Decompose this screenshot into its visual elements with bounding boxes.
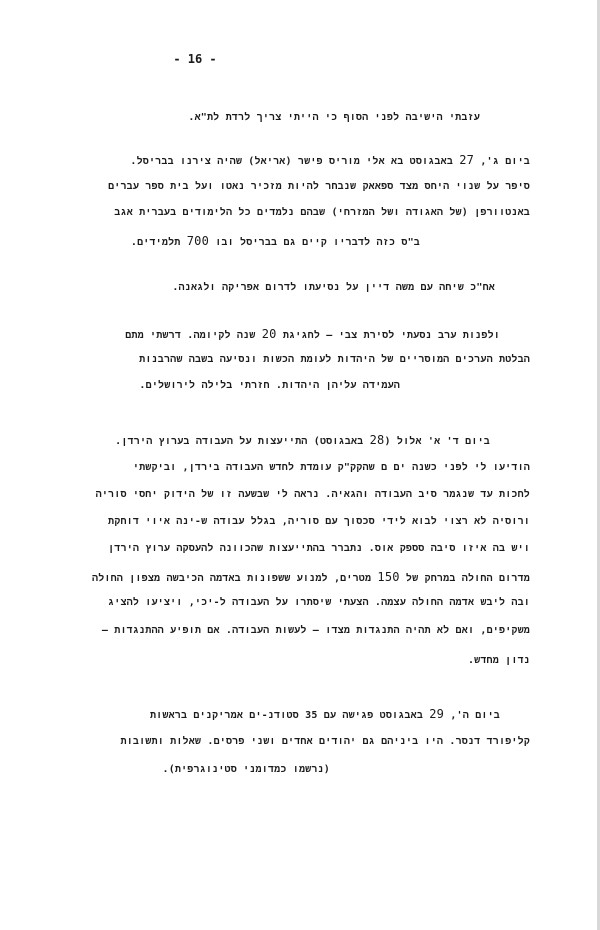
text-line-9: העמידה עליהן היהדות. חזרתי בלילה לירושלים. xyxy=(139,380,400,391)
text-line-13: ורוסיה לא רצוי לבוא לידי סכסוך עם סוריה, בגלל עבודה ש-ינה איוי דוחקת xyxy=(108,516,530,527)
text-line-17: משקיפים, ואם לא תהיה התנגדות מצדו – לעשות העבודה. אם תופיע ההתנגדות – xyxy=(101,625,530,636)
text-line-1: עזבתי הישיבה לפני הסוף כי הייתי צריך לרדת לת"א. xyxy=(188,112,480,123)
text-line-15: מדרום החולה במרחק של 150 מטרים, למנוע ששפונות באדמה הכיבשה מצפון החולה xyxy=(92,570,530,584)
text-line-6: אח"כ שיחה עם משה דיין על נסיעתו לדרום אפריקה ולגאנה. xyxy=(172,282,495,293)
text-line-12: לחכות עד שנגמר סיב העבודה והגאיה. נראה לי שבשעה זו של הידוק יחסי סוריה xyxy=(95,489,530,500)
text-line-10: ביום ד' א' אלול (28 באבגוסט) התייעצות על העבודה בערוץ הירדן. xyxy=(115,433,490,447)
text-line-4: באנטוורפן (של האגודה ושל המזרחי) שבהם נלמדים כל הלימודים בעברית אגב xyxy=(114,207,530,218)
text-line-21: (נרשמו כמדומני סטינוגרפית). xyxy=(162,764,330,775)
text-line-2: ביום ג', 27 באבגוסט בא אלי מוריס פישר (אריאל) שהיה צירנו בבריסל. xyxy=(130,153,530,167)
text-line-3: סיפר על שנוי היחס מצד ספאאק שנבחר להיות מזכיר נאטו ועל בית ספר עברים xyxy=(108,181,530,192)
text-line-19: ביום ה', 29 באבגוסט פגישה עם 35 סטודנ-ים אמריקנים בראשות xyxy=(149,707,500,721)
text-line-16: ובה ליבש אדמה החולה עצמה. הצעתי שיסתרו על העבודה ל-יכי, ויציעו להציג xyxy=(108,597,530,608)
text-line-14: ויש בה איזו סיבה סספק אוס. נתברר בהתייעצות שהכוונה להעסקה ערוץ הירדן xyxy=(108,543,530,554)
text-line-7: ולפנות ערב נסעתי לסירת צבי – לחגיגת 20 שנה לקיומה. דרשתי מתם xyxy=(125,327,500,341)
text-line-18: נדון מחדש. xyxy=(467,655,530,666)
text-line-11: הודיעו לי לפני כשנה ים ם שהקק"ק עומדת לחדש העבודה בירדן, וביקשתי xyxy=(132,462,530,473)
text-line-8: הבלטת הערכים המוסריים של היהדות לעומת הכשות ונסיעה בשבה שהרבנות xyxy=(139,354,530,365)
text-line-20: קליפורד דנסר. היו ביניהם גם יהודים אחדים ושני פרסים. שאלות ותשובות xyxy=(120,736,530,747)
text-line-5: ב"ס כזה לדבריו קיים גם בבריסל ובו 700 תלמידים. xyxy=(130,234,420,248)
page-number: - 16 - xyxy=(173,52,217,66)
